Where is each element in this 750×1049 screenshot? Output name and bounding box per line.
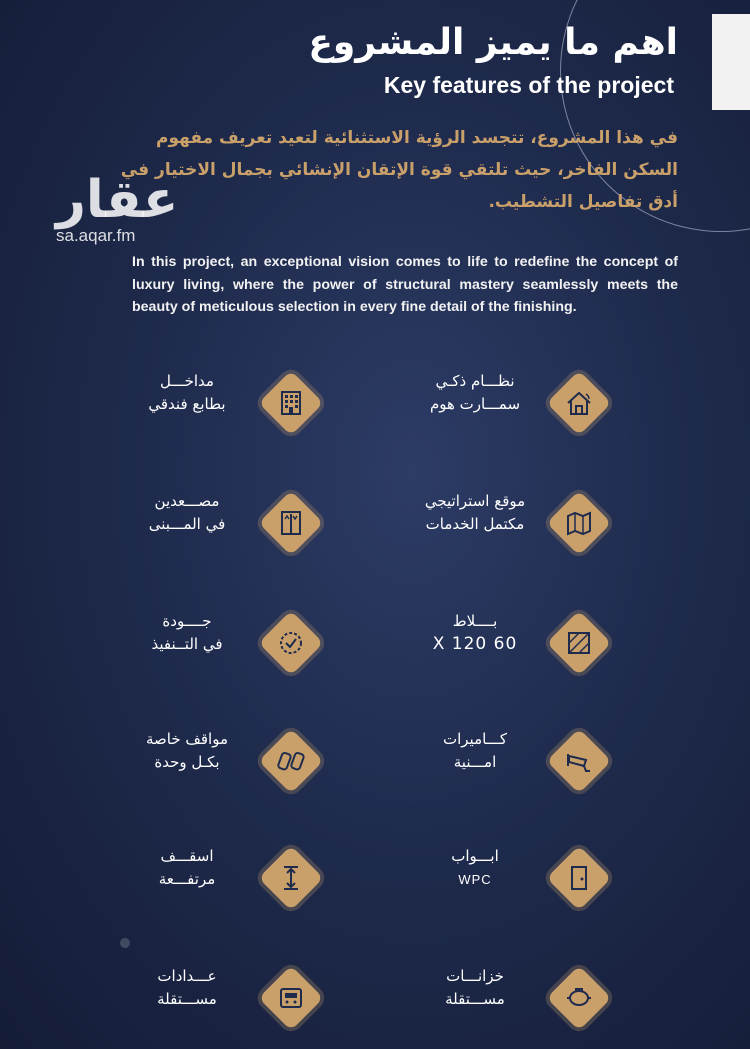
feature-title: مداخـــل [160, 372, 214, 390]
feature-title: كـــاميرات [442, 730, 508, 748]
feature-subtitle: في التــنفيذ [151, 635, 223, 653]
feature-subtitle: مســـتقلة [157, 990, 217, 1008]
meter-icon [260, 967, 322, 1029]
feature-title: نظـــام ذكـي [435, 372, 515, 390]
security-camera-icon [548, 730, 610, 792]
feature-label [102, 490, 272, 536]
feature-title: بــــلاط [452, 612, 498, 630]
feature-meters [102, 955, 432, 1045]
side-accent-bar [712, 14, 750, 110]
feature-label [102, 845, 272, 891]
feature-subtitle: بكـل وحدة [154, 753, 220, 771]
page-title-arabic: اهم ما يميز المشروع [308, 22, 678, 63]
intro-arabic-text: في هذا المشروع، تتجسد الرؤية الاستثنائية لتعيد تعريف مفهوم السكن الفاخر، حيث تلتقي قوة الإتقان الإنشائي بجمال الاختيار في أدق تفاصيل التشطيب. [120, 128, 678, 212]
feature-elevators [102, 480, 432, 570]
feature-subtitle: مكتمل الخدمات [425, 515, 525, 533]
high-ceiling-icon [260, 847, 322, 909]
feature-subtitle: في المـــبنى [148, 515, 226, 533]
feature-title: مصـــعدين [154, 492, 220, 510]
hotel-building-icon [260, 372, 322, 434]
intro-english-text: In this project, an exceptional vision comes to life to redefine the concept of luxury living, where the power of structural mastery seamlessly meets the beauty of meticulous selection in every fine detail of the finishing. [132, 254, 678, 315]
feature-subtitle: سمـــارت هوم [429, 395, 521, 413]
feature-security-cameras [390, 718, 720, 808]
watermark-url: sa.aqar.fm [56, 226, 136, 245]
feature-subtitle: امـــنية [453, 753, 497, 771]
feature-title: مواقف خاصة [145, 730, 229, 748]
watermark-logo-text: عقار [56, 170, 179, 230]
elevator-icon [260, 492, 322, 554]
feature-title: اسقـــف [160, 847, 214, 865]
door-icon [548, 847, 610, 909]
feature-label [102, 728, 272, 774]
feature-smart-home [390, 360, 720, 450]
feature-title: ابـــواب [451, 847, 499, 865]
quality-badge-icon [260, 612, 322, 674]
feature-title: خزانـــات [446, 967, 504, 985]
map-location-icon [548, 492, 610, 554]
feature-subtitle: مســـتقلة [445, 990, 505, 1008]
feature-private-parking [102, 718, 432, 808]
feature-water-tanks [390, 955, 720, 1045]
feature-high-ceilings [102, 835, 432, 925]
feature-label [102, 370, 272, 416]
feature-title: جــــودة [162, 612, 212, 630]
feature-title: موقع استراتيجي [424, 492, 526, 510]
feature-subtitle: مرتفـــعة [158, 870, 216, 888]
feature-tiles [390, 600, 720, 690]
feature-label [102, 965, 272, 1011]
feature-doors [390, 835, 720, 925]
feature-hotel-entrance [102, 360, 432, 450]
feature-quality [102, 600, 432, 690]
feature-subtitle: WPC [458, 872, 492, 887]
tiles-icon [548, 612, 610, 674]
feature-subtitle: بطابع فندقي [148, 395, 226, 413]
feature-strategic-location [390, 480, 720, 570]
feature-label [102, 610, 272, 656]
feature-title: عـــدادات [157, 967, 217, 985]
decorative-dot [120, 938, 130, 948]
water-tank-icon [548, 967, 610, 1029]
feature-subtitle: 60 X 120 [432, 634, 518, 654]
watermark [56, 170, 178, 246]
page-title-english: Key features of the project [383, 72, 674, 98]
smart-home-icon [548, 372, 610, 434]
parking-cars-icon [260, 730, 322, 792]
